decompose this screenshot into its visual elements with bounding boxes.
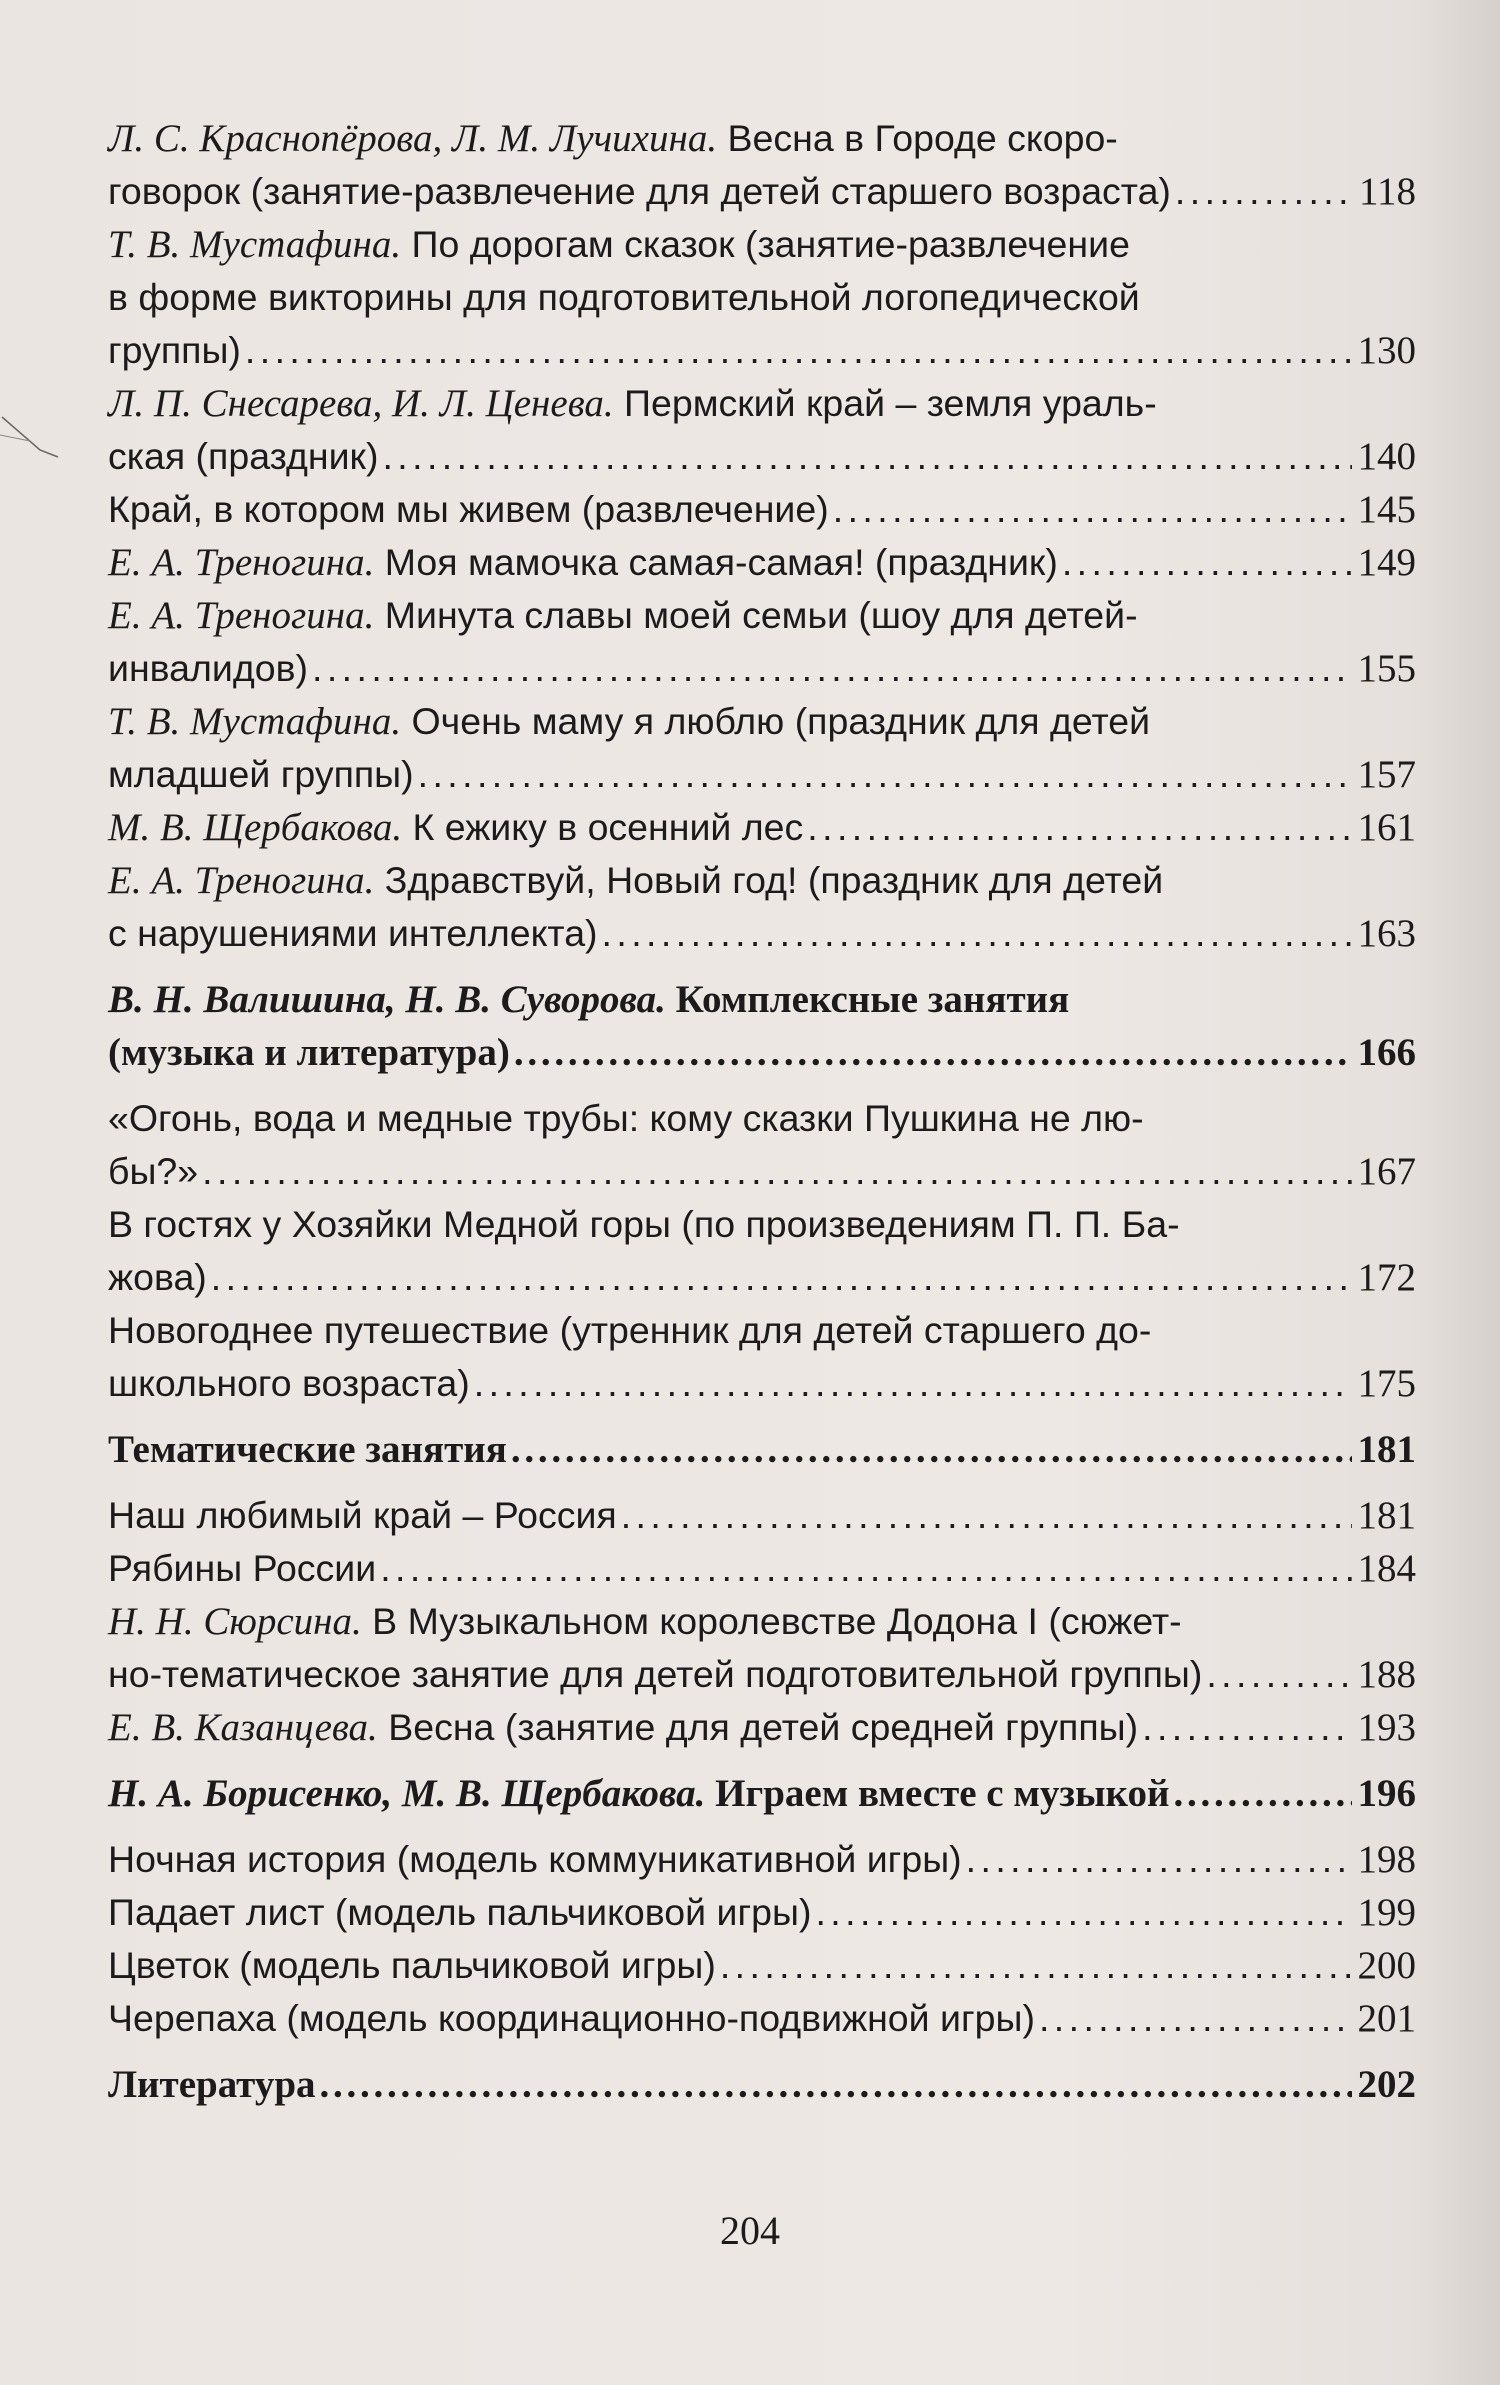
dot-leader bbox=[245, 324, 1352, 377]
toc-entry bbox=[108, 1939, 1416, 1992]
toc-entry-line bbox=[108, 854, 1416, 907]
toc-entry-title: Минута славы моей семьи (шоу для детей- bbox=[374, 594, 1138, 636]
toc-entry-text bbox=[108, 1542, 376, 1595]
toc-entry-last-line bbox=[108, 1145, 1416, 1198]
toc-entry-last-line bbox=[108, 1489, 1416, 1542]
toc-entry-author: Т. В. Мустафина. bbox=[108, 700, 402, 743]
toc-entry-line bbox=[108, 377, 1416, 430]
toc-page-number: 202 bbox=[1357, 2063, 1416, 2106]
toc-entry-last-line bbox=[108, 1251, 1416, 1304]
dot-leader bbox=[320, 2058, 1352, 2111]
toc-entry-text bbox=[108, 1026, 510, 1079]
dot-leader bbox=[511, 1423, 1352, 1476]
toc-entry-line bbox=[108, 271, 1416, 324]
toc-page-number: 184 bbox=[1357, 1547, 1416, 1590]
toc-entry-title: Комплексные занятия bbox=[665, 978, 1070, 1021]
toc-entry-text bbox=[108, 165, 1171, 218]
dot-leader bbox=[382, 430, 1351, 483]
toc-entry-last-line bbox=[108, 642, 1416, 695]
toc-entry bbox=[108, 1886, 1416, 1939]
toc-entry-text bbox=[108, 1423, 507, 1476]
toc-entry-last-line bbox=[108, 748, 1416, 801]
toc-entry-text bbox=[108, 748, 414, 801]
dot-leader bbox=[418, 748, 1352, 801]
toc-entry-title: Цветок (модель пальчиковой игры) bbox=[108, 1944, 716, 1986]
toc-entry-title: Рябины России bbox=[108, 1547, 377, 1589]
toc-entry-title: Литература bbox=[108, 2063, 316, 2106]
toc-page-number: 181 bbox=[1357, 1428, 1416, 1471]
toc-page-number: 149 bbox=[1357, 541, 1416, 584]
toc-page-number: 157 bbox=[1357, 753, 1416, 796]
toc-page-number: 196 bbox=[1357, 1772, 1416, 1815]
toc-page-number: 188 bbox=[1357, 1653, 1416, 1696]
toc-entry-title: (музыка и литература) bbox=[108, 1031, 510, 1074]
toc-page-number: 140 bbox=[1357, 435, 1416, 478]
toc-entry-author: Н. А. Борисенко, М. В. Щербакова. bbox=[108, 1772, 706, 1815]
toc-entry-line bbox=[108, 218, 1416, 271]
toc-entry-text bbox=[108, 1357, 470, 1410]
dot-leader bbox=[202, 1145, 1351, 1198]
toc-page-number: 118 bbox=[1358, 170, 1416, 213]
toc-entry-title: Край, в котором мы живем (развлечение) bbox=[108, 488, 829, 530]
dot-leader bbox=[720, 1939, 1352, 1992]
toc-entry-title: в форме викторины для подготовительной логопедической bbox=[108, 276, 1140, 318]
toc-page-number: 145 bbox=[1357, 488, 1416, 531]
toc-entry-text bbox=[108, 117, 1118, 159]
page-number: 204 bbox=[720, 2208, 780, 2253]
toc-entry-last-line bbox=[108, 165, 1416, 218]
toc-entry-text bbox=[108, 1767, 1169, 1820]
toc-entry bbox=[108, 1542, 1416, 1595]
toc-page-number: 201 bbox=[1357, 1997, 1416, 2040]
toc-entry-title: говорок (занятие-развлечение для детей старшего возраста) bbox=[108, 170, 1171, 212]
toc-page-number: 172 bbox=[1357, 1256, 1416, 1299]
toc-page-number: 198 bbox=[1357, 1838, 1416, 1881]
toc-entry-line bbox=[108, 695, 1416, 748]
dot-leader bbox=[1062, 536, 1352, 589]
toc-entry-last-line bbox=[108, 430, 1416, 483]
toc-entry-line bbox=[108, 1304, 1416, 1357]
toc-page-number: 130 bbox=[1357, 329, 1416, 372]
toc-entry bbox=[108, 973, 1416, 1079]
toc-entry-text bbox=[108, 430, 378, 483]
toc-entry-text bbox=[108, 324, 241, 377]
toc-entry bbox=[108, 1092, 1416, 1198]
toc-entry-title: Весна в Городе скоро- bbox=[717, 117, 1118, 159]
toc-entry-text bbox=[108, 2058, 316, 2111]
toc-entry-author: Е. А. Треногина. bbox=[108, 541, 375, 584]
toc-entry-text bbox=[108, 1600, 1182, 1642]
toc-entry-title: Пермский край – земля ураль- bbox=[613, 382, 1157, 424]
toc-entry-title: жова) bbox=[108, 1256, 207, 1298]
toc-entry bbox=[108, 1595, 1416, 1701]
toc-page-number: 161 bbox=[1357, 806, 1416, 849]
dot-leader bbox=[1206, 1648, 1351, 1701]
toc-entry-text bbox=[108, 276, 1140, 318]
toc-entry-title: Здравствуй, Новый год! (праздник для детей bbox=[374, 859, 1164, 901]
toc-page-number: 175 bbox=[1357, 1362, 1416, 1405]
toc-entry-line bbox=[108, 589, 1416, 642]
toc-entry bbox=[108, 2058, 1416, 2111]
toc-entry bbox=[108, 589, 1416, 695]
toc-page-number: 193 bbox=[1357, 1706, 1416, 1749]
toc-entry-line bbox=[108, 1198, 1416, 1251]
toc-entry bbox=[108, 1833, 1416, 1886]
toc-page-number: 166 bbox=[1357, 1031, 1416, 1074]
toc-entry-text bbox=[108, 859, 1163, 901]
toc-entry-title: Тематические занятия bbox=[108, 1428, 507, 1471]
toc-entry bbox=[108, 1423, 1416, 1476]
toc-entry-title: Ночная история (модель коммуникативной игры) bbox=[108, 1838, 962, 1880]
toc-entry-text bbox=[108, 1833, 962, 1886]
toc-entry-title: Весна (занятие для детей средней группы) bbox=[377, 1706, 1139, 1748]
toc-entry bbox=[108, 1198, 1416, 1304]
dot-leader bbox=[833, 483, 1352, 536]
toc-entry-author: Е. А. Треногина. bbox=[108, 859, 375, 902]
toc-entry-line bbox=[108, 973, 1416, 1026]
dot-leader bbox=[602, 907, 1352, 960]
toc-entry-text bbox=[108, 1489, 617, 1542]
toc-entry-title: По дорогам сказок (занятие-развлечение bbox=[401, 223, 1130, 265]
toc-entry-last-line bbox=[108, 1939, 1416, 1992]
toc-entry bbox=[108, 483, 1416, 536]
pencil-mark bbox=[0, 395, 80, 465]
toc-entry-title: В гостях у Хозяйки Медной горы (по произведениям П. П. Ба- bbox=[108, 1203, 1180, 1245]
toc-page-number: 199 bbox=[1357, 1891, 1416, 1934]
toc-entry-title: Падает лист (модель пальчиковой игры) bbox=[108, 1891, 812, 1933]
toc-entry bbox=[108, 536, 1416, 589]
toc-entry-last-line bbox=[108, 801, 1416, 854]
dot-leader bbox=[1039, 1992, 1352, 2045]
toc-entry-author: Л. С. Краснопёрова, Л. М. Лучихина. bbox=[108, 117, 718, 160]
toc-entry bbox=[108, 695, 1416, 801]
dot-leader bbox=[1142, 1701, 1351, 1754]
toc-entry-title: инвалидов) bbox=[108, 647, 308, 689]
toc-entry-text bbox=[108, 1309, 1151, 1351]
toc-entry-last-line bbox=[108, 1992, 1416, 2045]
toc-entry-line bbox=[108, 1092, 1416, 1145]
toc-entry-text bbox=[108, 1145, 198, 1198]
toc-entry-text bbox=[108, 1251, 207, 1304]
toc-entry-title: с нарушениями интеллекта) bbox=[108, 912, 598, 954]
dot-leader bbox=[815, 1886, 1351, 1939]
toc-entry-text bbox=[108, 1886, 811, 1939]
toc-entry bbox=[108, 854, 1416, 960]
dot-leader bbox=[1175, 165, 1353, 218]
dot-leader bbox=[1173, 1767, 1351, 1820]
toc-entry-text bbox=[108, 642, 308, 695]
toc-entry-text bbox=[108, 483, 829, 536]
dot-leader bbox=[312, 642, 1352, 695]
toc-entry-last-line bbox=[108, 324, 1416, 377]
toc-entry-last-line bbox=[108, 1357, 1416, 1410]
toc-entry-text bbox=[108, 536, 1058, 589]
toc-entry-text bbox=[108, 700, 1150, 742]
toc-entry-text bbox=[108, 223, 1130, 265]
toc-entry-author: Е. А. Треногина. bbox=[108, 594, 375, 637]
toc-entry-last-line bbox=[108, 1886, 1416, 1939]
toc-entry-author: В. Н. Валишина, Н. В. Суворова. bbox=[108, 978, 666, 1021]
toc-entry bbox=[108, 1304, 1416, 1410]
toc-entry-author: Е. В. Казанцева. bbox=[108, 1706, 378, 1749]
toc-entry-title: К ежику в осенний лес bbox=[402, 806, 804, 848]
toc-entry-last-line bbox=[108, 907, 1416, 960]
toc-entry bbox=[108, 1767, 1416, 1820]
toc-entry-author: Л. П. Снесарева, И. Л. Ценева. bbox=[108, 382, 614, 425]
toc-entry bbox=[108, 1489, 1416, 1542]
toc-page-number: 181 bbox=[1357, 1494, 1416, 1537]
toc-entry-title: Играем вместе с музыкой bbox=[705, 1772, 1170, 1815]
dot-leader bbox=[514, 1026, 1352, 1079]
toc-entry bbox=[108, 377, 1416, 483]
dot-leader bbox=[621, 1489, 1352, 1542]
toc-entry bbox=[108, 112, 1416, 218]
toc-entry-author: Н. Н. Сюрсина. bbox=[108, 1600, 362, 1643]
toc-page-number: 163 bbox=[1357, 912, 1416, 955]
toc-entry-title: школьного возраста) bbox=[108, 1362, 470, 1404]
toc-entry-title: но-тематическое занятие для детей подготовительной группы) bbox=[108, 1653, 1203, 1695]
toc-entry-text bbox=[108, 1203, 1180, 1245]
toc-page-number: 200 bbox=[1357, 1944, 1416, 1987]
toc-entry-line bbox=[108, 1595, 1416, 1648]
toc-entry bbox=[108, 218, 1416, 377]
toc-entry-last-line bbox=[108, 1423, 1416, 1476]
toc-entry-title: В Музыкальном королевстве Додона I (сюжет- bbox=[361, 1600, 1182, 1642]
toc-entry-title: бы?» bbox=[108, 1150, 199, 1192]
toc-entry bbox=[108, 801, 1416, 854]
toc-entry-text bbox=[108, 1992, 1035, 2045]
table-of-contents bbox=[108, 112, 1416, 2111]
toc-entry-title: Моя мамочка самая-самая! (праздник) bbox=[374, 541, 1058, 583]
toc-entry-last-line bbox=[108, 1701, 1416, 1754]
dot-leader bbox=[474, 1357, 1352, 1410]
toc-entry-line bbox=[108, 112, 1416, 165]
toc-entry-last-line bbox=[108, 1767, 1416, 1820]
toc-entry-author: Т. В. Мустафина. bbox=[108, 223, 402, 266]
dot-leader bbox=[211, 1251, 1352, 1304]
toc-entry-title: группы) bbox=[108, 329, 241, 371]
toc-entry-last-line bbox=[108, 483, 1416, 536]
toc-entry bbox=[108, 1992, 1416, 2045]
toc-page-number: 167 bbox=[1357, 1150, 1416, 1193]
toc-entry-title: Очень маму я люблю (праздник для детей bbox=[401, 700, 1151, 742]
toc-entry-text bbox=[108, 1939, 716, 1992]
toc-entry-title: ская (праздник) bbox=[108, 435, 379, 477]
toc-entry-text bbox=[108, 594, 1138, 636]
toc-entry-author: М. В. Щербакова. bbox=[108, 806, 403, 849]
dot-leader bbox=[380, 1542, 1351, 1595]
toc-entry-last-line bbox=[108, 1542, 1416, 1595]
dot-leader bbox=[807, 801, 1351, 854]
toc-entry-last-line bbox=[108, 1833, 1416, 1886]
toc-entry-text bbox=[108, 1097, 1144, 1139]
toc-page-number: 155 bbox=[1357, 647, 1416, 690]
toc-entry-text bbox=[108, 801, 803, 854]
toc-entry-text bbox=[108, 382, 1157, 424]
toc-entry-title: Наш любимый край – Россия bbox=[108, 1494, 617, 1536]
toc-entry-title: «Огонь, вода и медные трубы: кому сказки Пушкина не лю- bbox=[108, 1097, 1144, 1139]
toc-entry-last-line bbox=[108, 2058, 1416, 2111]
toc-entry-title: младшей группы) bbox=[108, 753, 414, 795]
toc-entry-last-line bbox=[108, 536, 1416, 589]
toc-entry-text bbox=[108, 1701, 1138, 1754]
toc-entry-title: Новогоднее путешествие (утренник для детей старшего до- bbox=[108, 1309, 1152, 1351]
toc-entry-last-line bbox=[108, 1648, 1416, 1701]
toc-entry-text bbox=[108, 907, 598, 960]
toc-entry-text bbox=[108, 978, 1069, 1021]
toc-entry bbox=[108, 1701, 1416, 1754]
toc-entry-last-line bbox=[108, 1026, 1416, 1079]
toc-entry-title: Черепаха (модель координационно-подвижной игры) bbox=[108, 1997, 1035, 2039]
toc-entry-text bbox=[108, 1648, 1202, 1701]
dot-leader bbox=[966, 1833, 1352, 1886]
